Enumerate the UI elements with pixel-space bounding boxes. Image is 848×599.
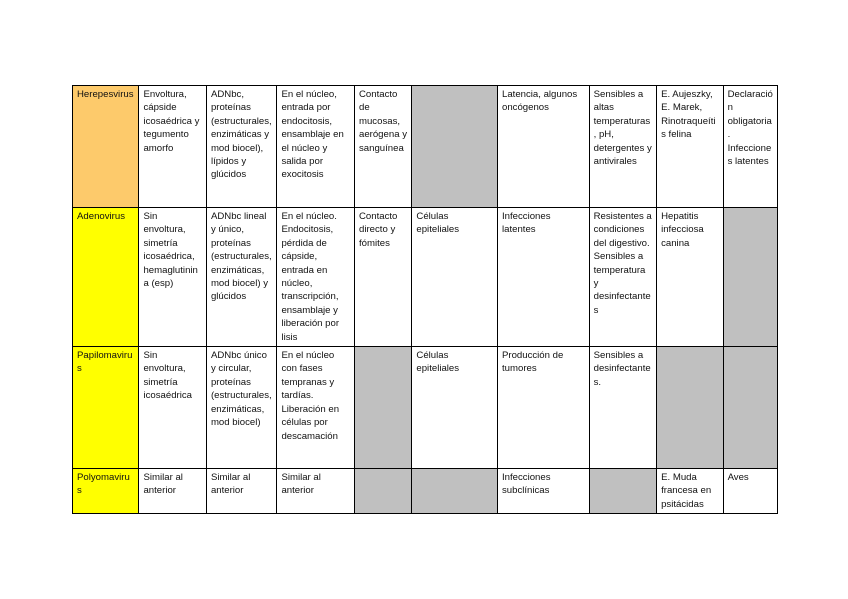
resistance-cell: Resistentes a condiciones del digestivo. Sensibles a temperatura y desinfectantes [589,208,656,347]
virus-name-cell: Papilomavirus [73,347,139,469]
notes-cell: Declaración obligatoria. Infecciones latentes [723,86,777,208]
transmission-cell [354,469,411,514]
resistance-cell [589,469,656,514]
notes-cell [723,208,777,347]
structure-cell: Sin envoltura, simetría icosaédrica [139,347,206,469]
diseases-cell: E. Muda francesa en psitácidas [657,469,723,514]
transmission-cell: Contacto de mucosas, aerógena y sanguínea [354,86,411,208]
resistance-cell: Sensibles a altas temperaturas, pH, detergentes y antivirales [589,86,656,208]
target-cells-cell: Células epiteliales [412,208,498,347]
table-row [73,347,778,469]
structure-cell: Sin envoltura, simetría icosaédrica, hemaglutinina (esp) [139,208,206,347]
target-cells-cell [412,86,498,208]
composition-cell: ADNbc, proteínas (estructurales, enzimáticas y mod biocel), lípidos y glúcidos [206,86,277,208]
transmission-cell [354,347,411,469]
pathogenesis-cell: Infecciones subclínicas [497,469,589,514]
diseases-cell [657,347,723,469]
virus-name-cell: Polyomavirus [73,469,139,514]
structure-cell: Similar al anterior [139,469,206,514]
virus-name-cell: Adenovirus [73,208,139,347]
replication-cell: En el núcleo con fases tempranas y tardías. Liberación en células por descamación [277,347,355,469]
composition-cell: Similar al anterior [206,469,277,514]
resistance-cell: Sensibles a desinfectantes. [589,347,656,469]
pathogenesis-cell: Infecciones latentes [497,208,589,347]
virus-name-cell: Herepesvirus [73,86,139,208]
composition-cell: ADNbc único y circular, proteínas (estructurales, enzimáticas, mod biocel) [206,347,277,469]
table-row [73,208,778,347]
table-row [73,469,778,514]
virus-table [72,85,778,514]
pathogenesis-cell: Producción de tumores [497,347,589,469]
replication-cell: En el núcleo. Endocitosis, pérdida de cápside, entrada en núcleo, transcripción, ensamblaje y liberación por lisis [277,208,355,347]
replication-cell: En el núcleo, entrada por endocitosis, ensamblaje en el núcleo y salida por exocitosis [277,86,355,208]
notes-cell: Aves [723,469,777,514]
composition-cell: ADNbc lineal y único, proteínas (estructurales, enzimáticas, mod biocel) y glúcidos [206,208,277,347]
target-cells-cell [412,469,498,514]
notes-cell [723,347,777,469]
diseases-cell: E. Aujeszky, E. Marek, Rinotraqueítis felina [657,86,723,208]
transmission-cell: Contacto directo y fómites [354,208,411,347]
pathogenesis-cell: Latencia, algunos oncógenos [497,86,589,208]
structure-cell: Envoltura, cápside icosaédrica y tegumento amorfo [139,86,206,208]
target-cells-cell: Células epiteliales [412,347,498,469]
table-row [73,86,778,208]
replication-cell: Similar al anterior [277,469,355,514]
diseases-cell: Hepatitis infecciosa canina [657,208,723,347]
